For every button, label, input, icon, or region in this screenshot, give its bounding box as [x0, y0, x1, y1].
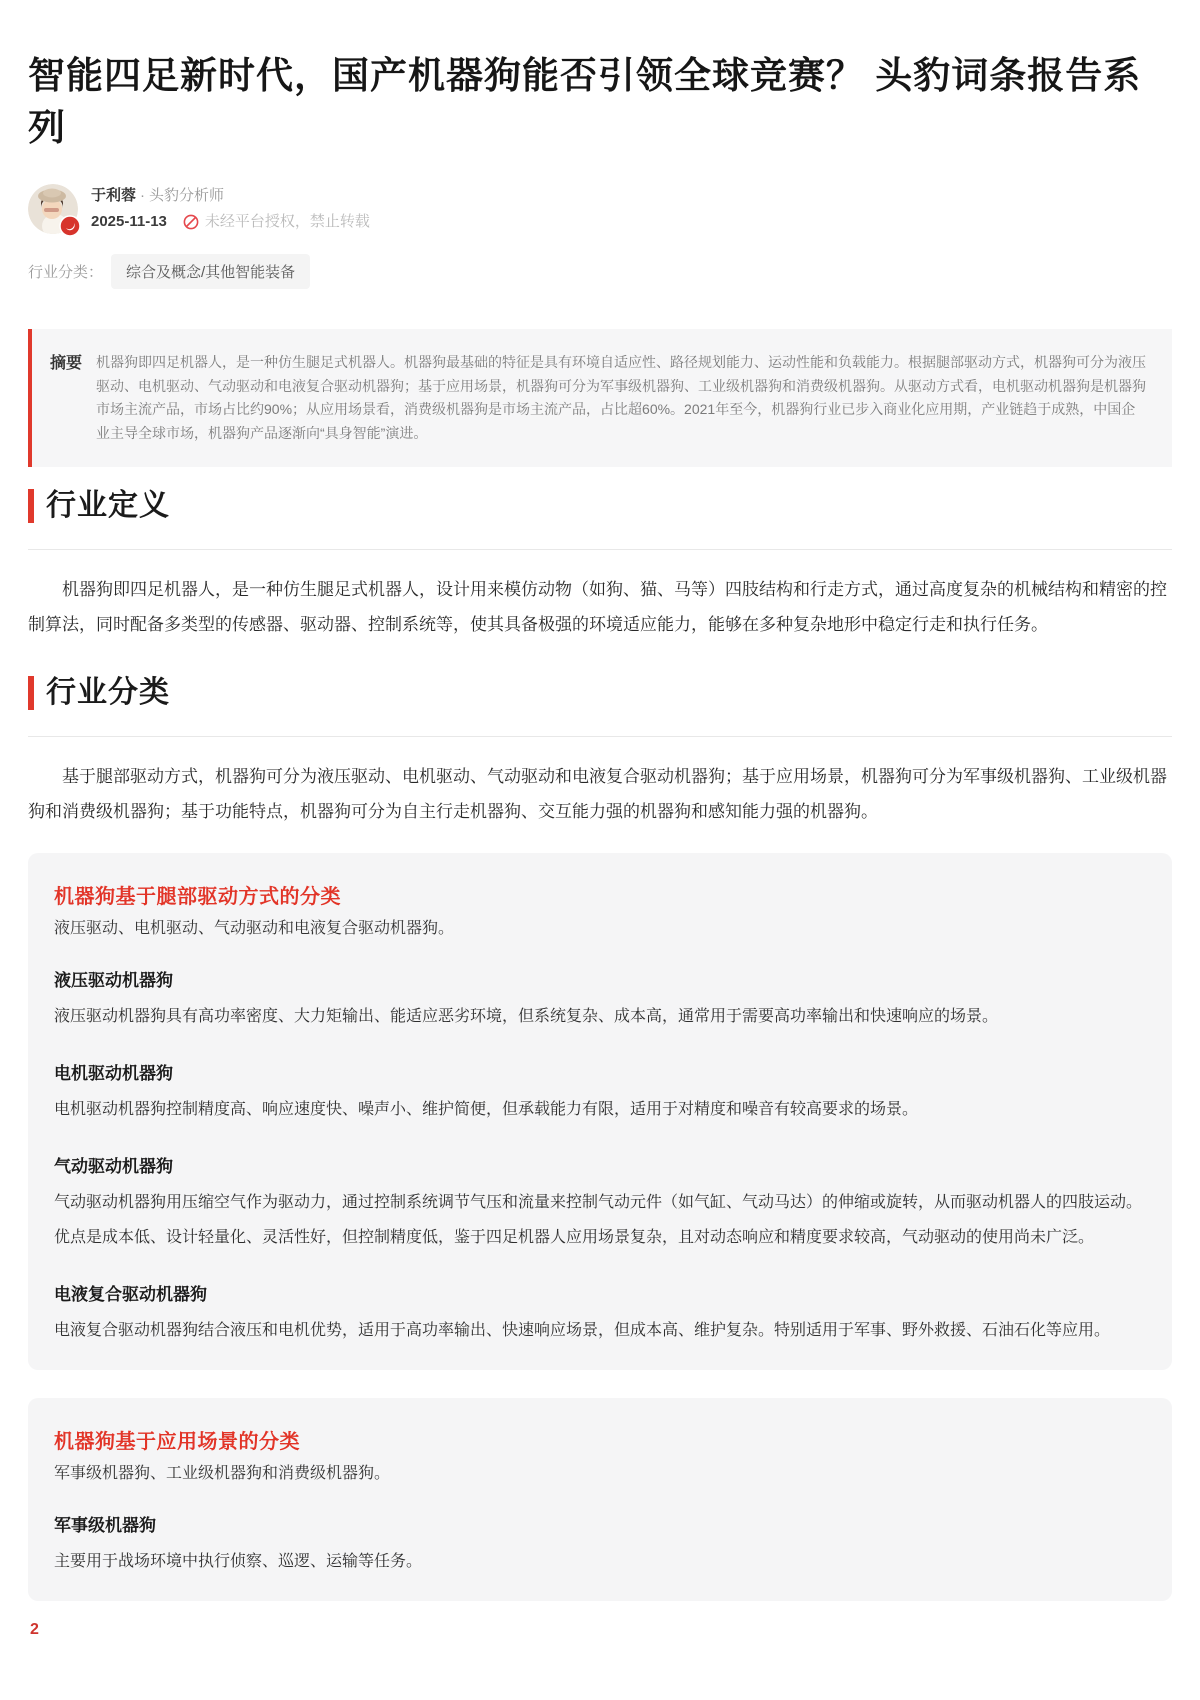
page-title: 智能四足新时代，国产机器狗能否引领全球竞赛？ 头豹词条报告系列: [28, 55, 1142, 148]
box-title: 机器狗基于应用场景的分类: [54, 1431, 300, 1453]
publish-date: 2025-11-13: [91, 213, 167, 230]
author-name[interactable]: 于利蓉: [91, 187, 137, 204]
abstract-label: 摘要: [50, 355, 83, 372]
author-meta-line: [91, 212, 370, 232]
classification-box-application: [28, 1398, 1172, 1601]
author-info: [91, 186, 370, 232]
section-divider: [28, 736, 1172, 737]
category-tag[interactable]: 综合及概念/其他智能装备: [111, 254, 310, 289]
category-label: 行业分类：: [28, 264, 104, 281]
section-industry-classification: [28, 672, 1172, 1601]
box-item-description: 主要用于战场环境中执行侦察、巡逻、运输等任务。: [54, 1553, 423, 1570]
page-number: 2: [30, 1621, 39, 1638]
author-row: [28, 184, 1172, 234]
classification-box-drive-mode: [28, 853, 1172, 1370]
box-title: 机器狗基于腿部驱动方式的分类: [54, 886, 341, 908]
section-divider: [28, 549, 1172, 550]
report-page: [0, 50, 1200, 1639]
copyright-notice: 未经平台授权，禁止转载: [204, 213, 370, 230]
heading-accent-bar: [28, 676, 34, 710]
section-paragraph: 机器狗即四足机器人，是一种仿生腿足式机器人，设计用来模仿动物（如狗、猫、马等）四肢结构和行走方式，通过高度复杂的机械结构和精密的控制算法，同时配备多类型的传感器、驱动器、控制系统等，使其具备极强的环境适应能力，能够在多种复杂地形中稳定行走和执行任务。: [28, 580, 1167, 634]
box-summary: 液压驱动、电机驱动、气动驱动和电液复合驱动机器狗。: [54, 920, 455, 937]
section-title: 行业定义: [46, 489, 170, 522]
box-item-description: 电液复合驱动机器狗结合液压和电机优势，适用于高功率输出、快速响应场景，但成本高、维护复杂。特别适用于军事、野外救援、石油石化等应用。: [54, 1322, 1111, 1339]
section-heading: [28, 672, 1172, 714]
box-item-name: 液压驱动机器狗: [54, 971, 173, 990]
section-industry-definition: [28, 485, 1172, 642]
box-summary: 军事级机器狗、工业级机器狗和消费级机器狗。: [54, 1465, 391, 1482]
no-reprint-icon: [183, 214, 199, 230]
box-item-description: 液压驱动机器狗具有高功率密度、大力矩输出、能适应恶劣环境，但系统复杂、成本高，通常用于需要高功率输出和快速响应的场景。: [54, 1008, 999, 1025]
section-paragraph: 基于腿部驱动方式，机器狗可分为液压驱动、电机驱动、气动驱动和电液复合驱动机器狗；基于应用场景，机器狗可分为军事级机器狗、工业级机器狗和消费级机器狗；基于功能特点，机器狗可分为自主行走机器狗、交互能力强的机器狗和感知能力强的机器狗。: [28, 767, 1167, 821]
author-avatar: [28, 184, 78, 234]
box-item-description: 气动驱动机器狗用压缩空气作为驱动力，通过控制系统调节气压和流量来控制气动元件（如气缸、气动马达）的伸缩或旋转，从而驱动机器人的四肢运动。优点是成本低、设计轻量化、灵活性好，但控制精度低，鉴于四足机器人应用场景复杂，且对动态响应和精度要求较高，气动驱动的使用尚未广泛。: [54, 1194, 1143, 1246]
box-item-description: 电机驱动机器狗控制精度高、响应速度快、噪声小、维护简便，但承载能力有限，适用于对精度和噪音有较高要求的场景。: [54, 1101, 919, 1118]
abstract-text: 机器狗即四足机器人，是一种仿生腿足式机器人。机器狗最基础的特征是具有环境自适应性、路径规划能力、运动性能和负载能力。根据腿部驱动方式，机器狗可分为液压驱动、电机驱动、气动驱动和电液复合驱动机器狗；基于应用场景，机器狗可分为军事级机器狗、工业级机器狗和消费级机器狗。从驱动方式看，电机驱动机器狗是机器狗市场主流产品，市场占比约90%；从应用场景看，消费级机器狗是市场主流产品，占比超60%。2021年至今，机器狗行业已步入商业化应用期，产业链趋于成熟，中国企业主导全球市场，机器狗产品逐渐向“具身智能”演进。: [96, 354, 1147, 441]
section-title: 行业分类: [46, 676, 170, 709]
box-item-name: 电机驱动机器狗: [54, 1064, 173, 1083]
section-heading: [28, 485, 1172, 527]
author-name-line: [91, 186, 370, 206]
heading-accent-bar: [28, 489, 34, 523]
abstract-block: [28, 329, 1172, 467]
box-item-name: 电液复合驱动机器狗: [54, 1285, 207, 1304]
box-item-name: 军事级机器狗: [54, 1516, 156, 1535]
leopard-badge-icon: [59, 215, 81, 237]
author-separator: ·: [140, 187, 146, 204]
category-row: [28, 254, 1172, 289]
author-role: 头豹分析师: [149, 187, 225, 204]
box-item-name: 气动驱动机器狗: [54, 1157, 173, 1176]
